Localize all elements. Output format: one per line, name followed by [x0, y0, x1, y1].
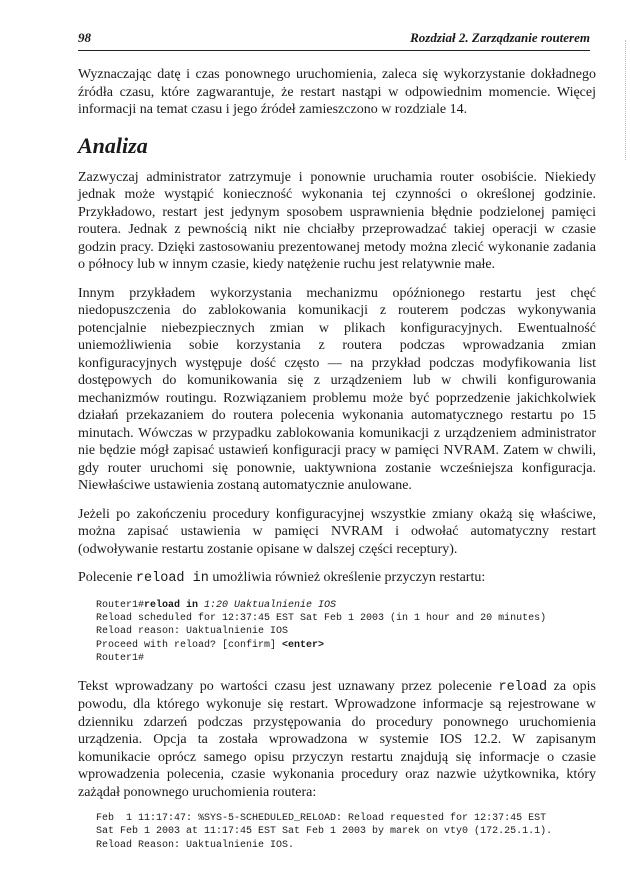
code1-enter-key: <enter>: [282, 639, 325, 651]
page-body: [78, 66, 596, 864]
p6-before: Tekst wprowadzany po wartości czasu jest uznawany przez polecenie: [78, 678, 499, 694]
paragraph-2: Zazwyczaj administrator zatrzymuje i ponownie uruchamia router osobiście. Niekiedy jednak może wystąpić konieczność wykonania tej czynności o określonej godzinie. Przykładowo, restart jest jedynym sposobem usprawnienia błędnie podzielonej pamięci routera. Jednak z pewnością nikt nie chciałby przeprowadzać takiej operacji w czasie godzin pracy. Dzięki zastosowaniu prezentowanej metody można zlecić wykonanie zadania o północy lub w innym czasie, kiedy natężenie ruchu jest relatywnie małe.: [78, 169, 596, 272]
p6-command: reload: [498, 679, 548, 695]
code-block-1: [96, 599, 596, 666]
code1-line-3: Reload reason: Uaktualnienie IOS: [96, 626, 289, 638]
code2-line-1: Feb 1 11:17:47: %SYS-5-SCHEDULED_RELOAD: Reload requested for 12:37:45 EST: [96, 813, 547, 825]
paragraph-4: Jeżeli po zakończeniu procedury konfiguracyjnej wszystkie zmiany okażą się właściwe, można zapisać ustawienia w pamięci NVRAM i odwołać automatyczny restart (odwoływanie restartu zostanie opisane w dalszej części receptury).: [78, 506, 596, 557]
paragraph-1: Wyznaczając datę i czas ponownego uruchomienia, zaleca się wykorzystanie dokładnego źródła czasu, które zagwarantuje, że restart nastąpi w odpowiednim momencie. Więcej informacji na temat czasu i jego źródeł zamieszczono w rozdziale 14.: [78, 67, 596, 117]
code1-line-2: Reload scheduled for 12:37:45 EST Sat Feb 1 2003 (in 1 hour and 20 minutes): [96, 612, 547, 624]
code1-command: reload in: [144, 599, 205, 611]
section-title: Analiza: [78, 132, 148, 158]
page-number: 98: [78, 30, 91, 45]
paragraph-5: [78, 569, 596, 588]
code2-line-3: Reload Reason: Uaktualnienie IOS.: [96, 839, 295, 851]
running-header: [78, 28, 590, 51]
code1-prompt: Router1#: [96, 599, 145, 611]
page-edge-mark: [623, 40, 626, 160]
p5-before: Polecenie: [78, 570, 136, 585]
code1-line-5: Router1#: [96, 653, 145, 665]
p5-after: umożliwia również określenie przyczyn restartu:: [208, 570, 486, 585]
p5-command: reload in: [135, 571, 209, 586]
code-block-2: [96, 812, 596, 852]
paragraph-3: Innym przykładem wykorzystania mechanizmu opóźnionego restartu jest chęć niedopuszczenia do zablokowania komunikacji z routerem podczas wykonywania potencjalnie niebezpiecznych zmian w plikach konfiguracyjnych. Ewentualność uniemożliwienia sobie korzystania z routera podczas wprowadzania zmian konfiguracyjnych występuje dość często — na przykład podczas modyfikowania list dostępowych do komunikowania się z urządzeniem lub w chwili konfigurowania mechanizmów routingu. Rozwiązaniem problemu może być poprzedzenie jakichkolwiek działań przekazaniem do routera polecenia wykonania automatycznego restartu po 15 minutach. Wówczas w przypadku zablokowania komunikacji z urządzeniem administrator nie będzie mógł zapisać ustawień konfiguracji pracy w pamięci NVRAM. Zatem w chwili, gdy router uruchomi się ponownie, uaktywniona zostanie wcześniejsza konfiguracja. Niewłaściwe ustawienia zostaną automatycznie anulowane.: [78, 285, 596, 493]
running-title: Rozdział 2. Zarządzanie routerem: [410, 30, 590, 45]
p6-after: za opis powodu, dla którego wykonuje się restart. Wprowadzone informacje są rejestrowane w dzienniku zdarzeń podczas przystępowania do procedury ponownego uruchomienia urządzenia. Opcja ta została wprowadzona w systemie IOS 12.2. W zapisanym komunikacie oprócz samego opisu przyczyn restartu znajdują się informacje o czasie wprowadzenia polecenia, czasie wykonania procedury oraz nazwie użytkownika, który zażądał ponownego uruchomienia routera:: [78, 678, 596, 800]
code2-line-2: Sat Feb 1 2003 at 11:17:45 EST Sat Feb 1 2003 by marek on vty0 (172.25.1.1).: [96, 826, 553, 838]
code1-argument: 1:20 Uaktualnienie IOS: [204, 599, 337, 611]
paragraph-6: [78, 678, 596, 802]
code1-line-4: Proceed with reload? [confirm]: [96, 639, 283, 651]
